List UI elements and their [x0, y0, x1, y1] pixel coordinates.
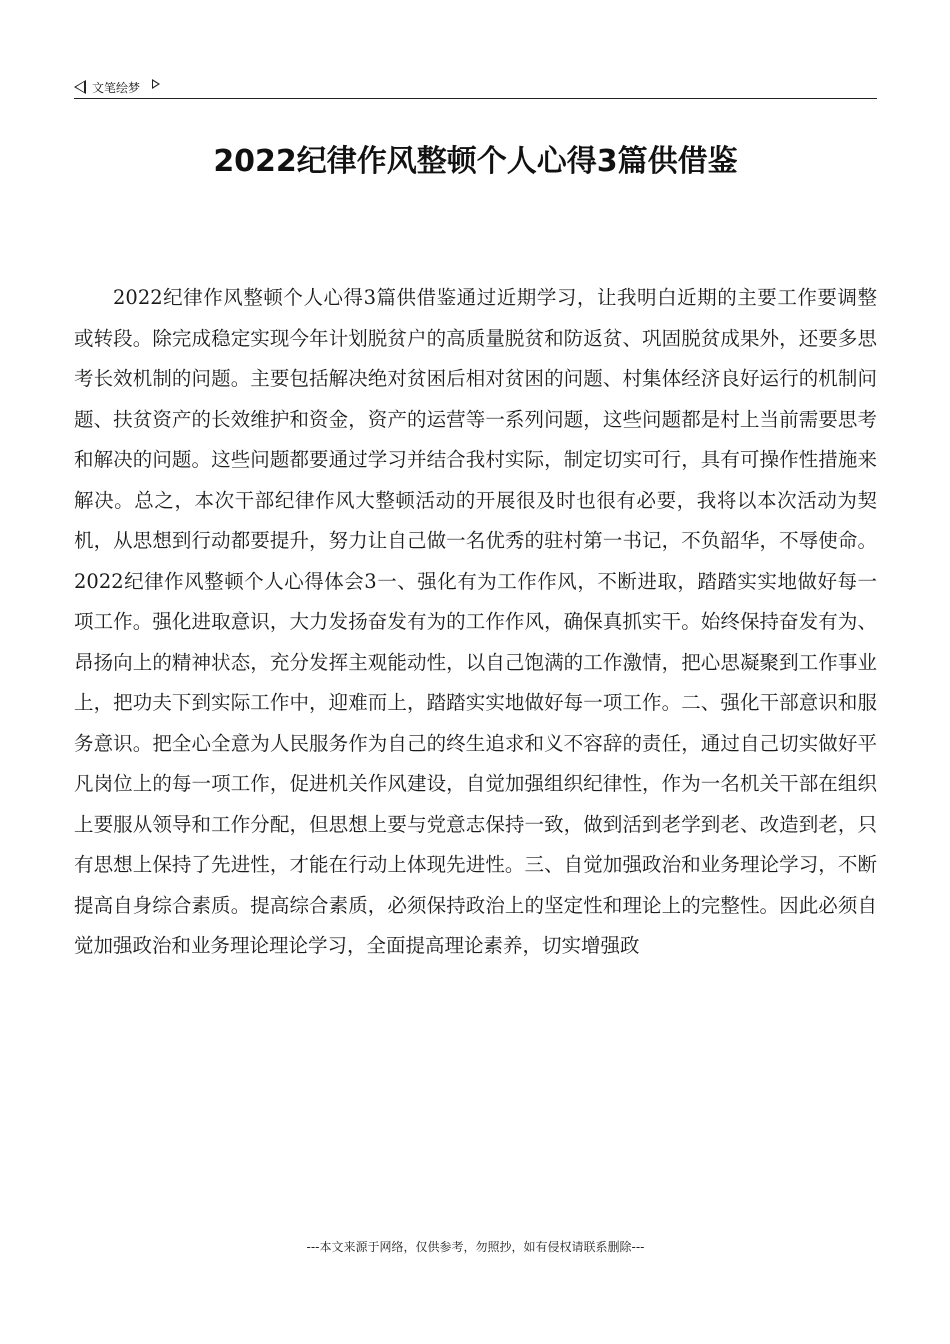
page-header [74, 76, 877, 98]
triangle-right-outline-icon [152, 79, 160, 89]
document-body: 2022纪律作风整顿个人心得3篇供借鉴通过近期学习，让我明白近期的主要工作要调整或转段。除完成稳定实现今年计划脱贫户的高质量脱贫和防返贫、巩固脱贫成果外，还要多思考长效机制的问题。主要包括解决绝对贫困后相对贫困的问题、村集体经济良好运行的机制问题、扶贫资产的长效维护和资金，资产的运营等一系列问题，这些问题都是村上当前需要思考和解决的问题。这些问题都要通过学习并结合我村实际，制定切实可行，具有可操作性措施来解决。总之，本次干部纪律作风大整顿活动的开展很及时也很有必要，我将以本次活动为契机，从思想到行动都要提升，努力让自己做一名优秀的驻村第一书记，不负韶华，不辱使命。2022纪律作风整顿个人心得体会3一、强化有为工作作风，不断进取，踏踏实实地做好每一项工作。强化进取意识，大力发扬奋发有为的工作作风，确保真抓实干。始终保持奋发有为、昂扬向上的精神状态，充分发挥主观能动性，以自己饱满的工作激情，把心思凝聚到工作事业上，把功夫下到实际工作中，迎难而上，踏踏实实地做好每一项工作。二、强化干部意识和服务意识。把全心全意为人民服务作为自己的终生追求和义不容辞的责任，通过自己切实做好平凡岗位上的每一项工作，促进机关作风建设，自觉加强组织纪律性，作为一名机关干部在组织上要服从领导和工作分配，但思想上要与党意志保持一致，做到活到老学到老、改造到老，只有思想上保持了先进性，才能在行动上体现先进性。三、自觉加强政治和业务理论学习，不断提高自身综合素质。提高综合素质，必须保持政治上的坚定性和理论上的完整性。因此必须自觉加强政治和业务理论理论学习，全面提高理论素养，切实增强政 [74, 286, 877, 957]
footer-notice: ---本文来源于网络，仅供参考，勿照抄，如有侵权请联系删除--- [306, 1240, 645, 1254]
document-title: 2022纪律作风整顿个人心得3篇供借鉴 [213, 144, 738, 179]
triangle-left-outline-icon [74, 80, 86, 94]
header-brand: 文笔绘梦 [92, 80, 141, 95]
header-divider [74, 98, 877, 99]
